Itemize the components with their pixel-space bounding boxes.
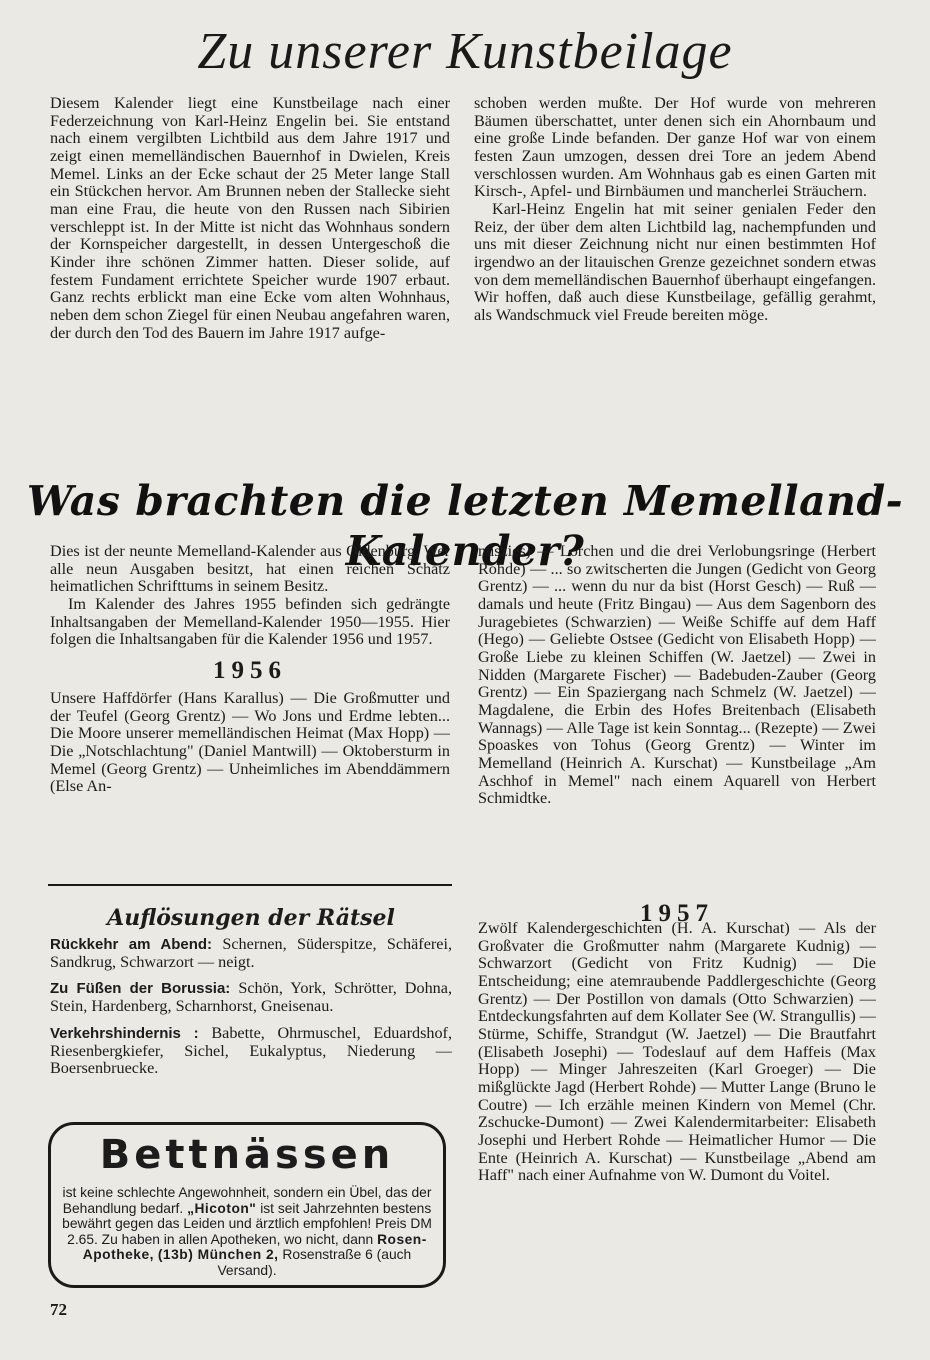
article1-right-column	[474, 95, 876, 325]
ad-pharmacy: Rosen-Apotheke,	[82, 1231, 427, 1263]
article2-intro	[50, 543, 450, 796]
article2-right-column-1957	[478, 920, 876, 1185]
ad-text: ist seit Jahrzehnten bestens bewährt gegen das Leiden und ärztlich empfohlen! Preis DM 2.65. Zu haben in allen Apotheken, wo nicht, dann	[62, 1200, 432, 1247]
puzzle-solutions-box	[50, 904, 452, 1087]
solution-label: Zu Füßen der Borussia:	[50, 980, 231, 998]
divider-rule	[48, 884, 452, 886]
paragraph: Dies ist der neunte Memelland-Kalender aus Oldenburg. Wer alle neun Ausgaben besitzt, hat einen reichen Schatz heimatlichen Schrifttums in seinem Besitz.	[50, 542, 450, 596]
contents-1957: Zwölf Kalendergeschichten (H. A. Kurschat) — Als der Großvater die Großmutter nahm (Margarete Kudnig) — Schwarzort (Gedicht von Fritz Kudnig) — Die Entscheidung; eine atemraubende Paddlergeschichte (Georg Grentz) — Der Postillon von damals (Otto Schwarzien) — Entdeckungsfahrten auf dem Kollater See (W. Strangullis) — Stürme, Schiffe, Strandgut (W. Jaetzel) — Die Brautfahrt (Elisabeth Josephi) — Todeslauf auf dem Haffeis (Max Hopp) — Minger Jahreszeiten (Karl Groeger) — Die mißglückte Jagd (Herbert Rohde) — Mutter Lange (Bruno le Coutre) — Ich erzähle meinen Kindern von Memel (Chr. Zschucke-Dumont) — Zwei Kalendermitarbeiter: Elisabeth Josephi und Herbert Rohde — Heimatlicher Humor — Die Ente (Heinrich A. Kurschat) — Kunstbeilage „Abend am Haff" nach einer Aufnahme von W. Dumont du Voitel.	[478, 919, 876, 1185]
solution-text: Babette, Ohrmuschel, Eduardshof, Riesenbergkiefer, Sichel, Eukalyptus, Niederung — Boersenbruecke.	[50, 1023, 452, 1078]
page-number: 72	[50, 1300, 67, 1319]
solutions-title: Auflösungen der Rätsel	[107, 905, 395, 931]
solution-text: Schernen, Süderspitze, Schäferei, Sandkrug, Schwarzort — neigt.	[50, 935, 453, 971]
ad-text: ist keine schlechte Angewohnheit, sondern ein Übel, das der Behandlung bedarf.	[62, 1185, 432, 1216]
article1-left-column	[50, 95, 450, 342]
solution-label: Rückkehr am Abend:	[50, 936, 213, 953]
article2-right-column-1956	[478, 543, 876, 808]
solution-item	[50, 980, 452, 1015]
solution-item	[50, 1025, 452, 1078]
ad-address: Rosenstraße 6 (auch Versand).	[217, 1247, 412, 1278]
contents-1956-part2: nuszies) — Lorchen und die drei Verlobungsringe (Herbert Rohde) — ... so zwitscherten die Jungen (Gedicht von Georg Grentz) — ... wenn du nur da bist (Horst Gesch) — Ruß — damals und heute (Fritz Bingau) — Aus dem Sagenborn des Juragebietes (Schwarzien) — Weiße Schiffe auf dem Haff (Hego) — Geliebte Ostsee (Gedicht von Elisabeth Hopp) — Große Liebe zu kleinen Schiffen (W. Jaetzel) — Zwei in Nidden (Margarete Fischer) — Badebuden-Zauber (Georg Grentz) — Ein Spaziergang nach Schmelz (W. Jaetzel) — Magdalene, die Erbin des Hofes Breitenbach (Elisabeth Wannags) — Alle Tage ist kein Sonntag... (Rezepte) — Zwei Spoaskes von Tohus (Georg Grentz) — Winter im Memelland (Heinrich A. Kurschat) — Kunstbeilage „Am Aschhof in Memel" nach einem Aquarell von Herbert Schmidtke.	[478, 542, 876, 808]
year-heading-1957: 1957	[640, 900, 714, 927]
paragraph: Karl-Heinz Engelin hat mit seiner genialen Feder den Reiz, der über dem alten Lichtbild lag, nachempfunden und uns mit dieser Zeichnung nicht nur einen bestimmten Hof irgendwo an der litauischen Grenze gezeichnet sondern etwas von dem memelländischen Bauernhof überhaupt eingefangen. Wir hoffen, daß auch diese Kunstbeilage, gefällig gerahmt, als Wandschmuck viel Freude bereiten möge.	[474, 199, 876, 324]
solution-item	[50, 936, 452, 971]
paragraph: Diesem Kalender liegt eine Kunstbeilage nach einer Federzeichnung von Karl-Heinz Engelin bei. Sie entstand nach einem vergilbten Lichtbild aus dem Jahre 1917 und zeigt einen memelländischen Bauernhof in Dwielen, Kreis Memel. Links an der Ecke schaut der 25 Meter lange Stall ein Stückchen hervor. Am Brunnen neben der Stallecke sieht man eine Frau, die heute von den Russen nach Sibirien verschleppt ist. In der Mitte ist nicht das Wohnhaus sondern der Kornspeicher dargestellt, in dessen Untergeschoß die Kinder ihre schönen Zimmer hatten. Dieser solide, auf festem Fundament errichtete Speicher wurde 1907 erbaut. Ganz rechts erblickt man eine Ecke vom alten Wohnhaus, neben dem schon Ziegel für einen Neubau angefahren waren, der durch den Tod des Bauern im Jahre 1917 aufge-	[50, 94, 450, 342]
contents-1956-part1: Unsere Haffdörfer (Hans Karallus) — Die Großmutter und der Teufel (Georg Grentz) — Wo Jons und Erdme lebten... Die Moore unserer memelländischen Heimat (Max Hopp) — Die „Notschlachtung" (Daniel Mantwill) — Oktobersturm in Memel (Georg Grentz) — Unheimliches im Abenddämmern (Else An-	[50, 688, 450, 796]
ad-city: (13b) München 2,	[157, 1247, 279, 1263]
paragraph: Im Kalender des Jahres 1955 befinden sich gedrängte Inhaltsangaben der Memelland-Kalender 1950—1955. Hier folgen die Inhaltsangaben für die Kalender 1956 und 1957.	[50, 594, 450, 649]
ad-product: „Hicoton"	[187, 1200, 257, 1216]
article-title-kunstbeilage: Zu unserer Kunstbeilage	[197, 23, 733, 80]
paragraph: schoben werden mußte. Der Hof wurde von mehreren Bäumen überschattet, unter denen sich ein Ahornbaum und eine große Linde befanden. Der ganze Hof war von einem festen Zaun umzogen, dessen drei Tore an jedem Abend verschlossen wurden. Am Wohnhaus gab es einen Garten mit Kirsch-, Apfel- und Birnbäumen und mancherlei Sträuchern.	[474, 94, 876, 201]
solution-label: Verkehrshindernis :	[50, 1024, 199, 1042]
ad-body	[61, 1185, 433, 1279]
solution-text: Schön, York, Schrötter, Dohna, Stein, Hardenberg, Scharnhorst, Gneisenau.	[50, 979, 453, 1016]
advertisement-bettnaessen	[48, 1122, 446, 1288]
ad-headline: Bettnässen	[99, 1132, 395, 1178]
year-heading-1956: 1956	[213, 656, 287, 684]
article-title-memelland-kalender: Was brachten die letzten Memelland-Kalender?	[26, 477, 904, 575]
